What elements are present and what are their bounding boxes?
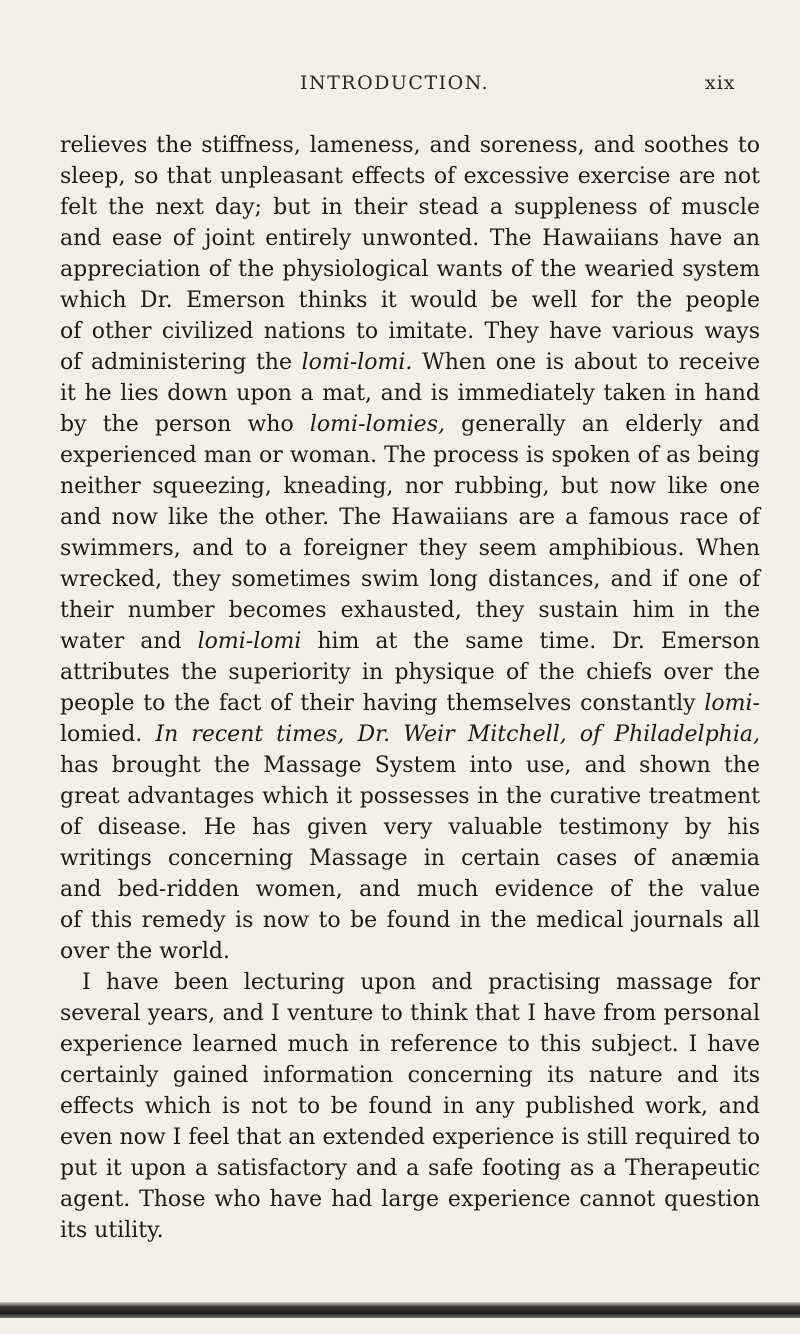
text-line: experience learned much in reference to this subject. I have (60, 1032, 760, 1057)
text-line: by the person who lomi-lomies, generally an elderly and (60, 412, 760, 437)
text-line: several years, and I venture to think that I have from personal (60, 1001, 760, 1026)
text-line: sleep, so that unpleasant effects of excessive exercise are not (60, 164, 760, 189)
text-line: it he lies down upon a mat, and is immediately taken in hand (60, 381, 760, 406)
text-line: of administering the lomi-lomi. When one is about to receive (60, 350, 760, 375)
page-number: xix (705, 72, 736, 94)
text-line: swimmers, and to a foreigner they seem amphibious. When (60, 536, 760, 561)
body-text (60, 130, 760, 1246)
text-line: certainly gained information concerning its nature and its (60, 1063, 760, 1088)
text-line: of other civilized nations to imitate. They have various ways (60, 319, 760, 344)
text-line: writings concerning Massage in certain cases of anæmia (60, 846, 760, 871)
text-line: has brought the Massage System into use, and shown the (60, 753, 760, 778)
text-line: and bed-ridden women, and much evidence of the value (60, 877, 760, 902)
text-line: wrecked, they sometimes swim long distances, and if one of (60, 567, 760, 592)
text-line: even now I feel that an extended experience is still required to (60, 1125, 760, 1150)
text-line: which Dr. Emerson thinks it would be well for the people (60, 288, 760, 313)
text-line: and now like the other. The Hawaiians are a famous race of (60, 505, 760, 530)
text-line: people to the fact of their having themselves constantly lomi- (60, 691, 760, 716)
text-line: and ease of joint entirely unwonted. The Hawaiians have an (60, 226, 760, 251)
text-line: felt the next day; but in their stead a suppleness of muscle (60, 195, 760, 220)
text-line: relieves the stiffness, lameness, and soreness, and soothes to (60, 133, 760, 158)
text-line: experienced man or woman. The process is spoken of as being (60, 443, 760, 468)
text-line: effects which is not to be found in any published work, and (60, 1094, 760, 1119)
text-line: appreciation of the physiological wants of the wearied system (60, 257, 760, 282)
running-title: INTRODUCTION. (300, 72, 490, 94)
text-line: of disease. He has given very valuable testimony by his (60, 815, 760, 840)
text-line: put it upon a satisfactory and a safe footing as a Therapeutic (60, 1156, 760, 1181)
text-line: I have been lecturing upon and practising massage for (82, 970, 760, 995)
text-line: attributes the superiority in physique of the chiefs over the (60, 660, 760, 685)
text-line: neither squeezing, kneading, nor rubbing, but now like one (60, 474, 760, 499)
text-line: water and lomi-lomi him at the same time. Dr. Emerson (60, 629, 760, 654)
text-line: their number becomes exhausted, they sustain him in the (60, 598, 760, 623)
text-line: over the world. (60, 939, 230, 964)
paragraph (60, 130, 760, 967)
bottom-edge-shadow (0, 1302, 800, 1318)
page-header (0, 72, 800, 102)
text-line: lomied. In recent times, Dr. Weir Mitchell, of Philadelphia, (60, 722, 760, 747)
text-line: of this remedy is now to be found in the medical journals all (60, 908, 760, 933)
text-line: agent. Those who have had large experience cannot question (60, 1187, 760, 1212)
text-line: great advantages which it possesses in the curative treatment (60, 784, 760, 809)
paragraph (60, 967, 760, 1246)
text-line: its utility. (60, 1218, 164, 1243)
